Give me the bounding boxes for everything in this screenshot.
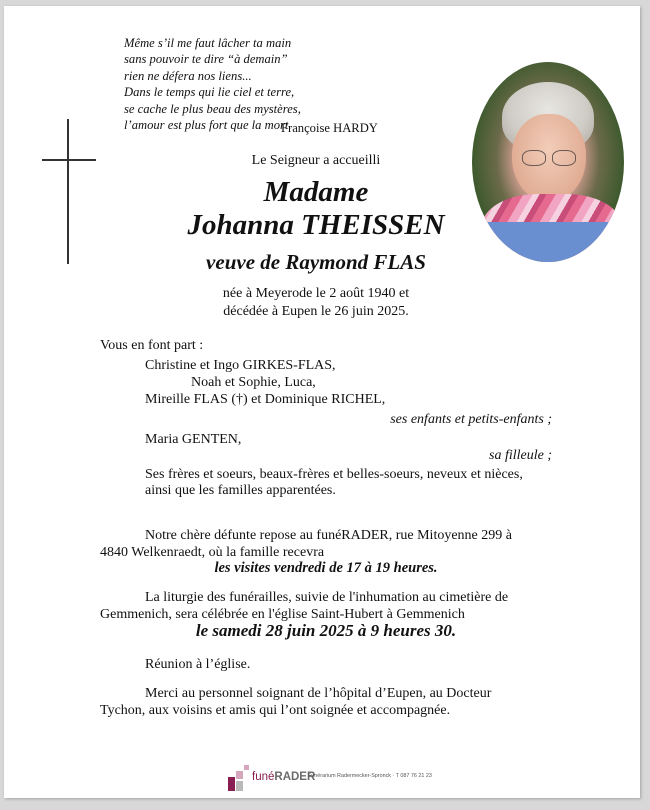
obituary-card	[4, 6, 640, 798]
cross-icon-bar	[42, 159, 96, 161]
poem-line: sans pouvoir te dire “à demain”	[124, 52, 288, 67]
poem-line: Dans le temps qui lie ciel et terre,	[124, 85, 295, 100]
logo-wordmark: funéRADER	[252, 771, 316, 783]
visits-time: les visites vendredi de 17 à 19 heures.	[214, 560, 438, 576]
family-intro: Vous en font part :	[100, 338, 204, 353]
portrait-glasses	[552, 150, 576, 166]
deceased-name: Johanna THEISSEN	[187, 209, 445, 241]
birth-death	[164, 285, 468, 320]
family-line: Christine et Ingo GIRKES-FLAS,	[145, 358, 336, 373]
family-line: Mireille FLAS (†) et Dominique RICHEL,	[145, 392, 386, 407]
funeral-home-details: Funérarium Radermecker-Spronck · T 087 76 21 23	[308, 773, 432, 779]
funeral-date: le samedi 28 juin 2025 à 9 heures 30.	[195, 621, 457, 640]
liturgy-text: Gemmenich, sera célébrée en l'église Saint-Hubert à Gemmenich	[100, 607, 465, 622]
poem-author: Françoise HARDY	[281, 121, 378, 135]
family-line: ainsi que les familles apparentées.	[145, 483, 336, 498]
cross-icon	[67, 119, 69, 264]
birth-line: née à Meyerode le 2 août 1940 et	[222, 286, 410, 301]
portrait-glasses	[522, 150, 546, 166]
godchild-name: Maria GENTEN,	[145, 432, 242, 447]
deceased-title: Madame	[263, 176, 369, 208]
poem-line: se cache le plus beau des mystères,	[124, 101, 301, 116]
poem-line: rien ne défera nos liens...	[124, 68, 252, 83]
family-line: Noah et Sophie, Luca,	[191, 375, 316, 390]
relation-label: sa filleule ;	[489, 448, 552, 463]
family-line: Ses frères et soeurs, beaux-frères et belles-soeurs, neveux et nièces,	[145, 467, 523, 482]
visits-text: 4840 Welkenraedt, où la famille recevra	[100, 545, 325, 560]
reunion-text: Réunion à l’église.	[145, 657, 251, 672]
poem	[124, 35, 301, 133]
liturgy-text: La liturgie des funérailles, suivie de l'inhumation au cimetière de	[145, 590, 509, 605]
widow-of: veuve de Raymond FLAS	[206, 250, 426, 274]
poem-line: l’amour est plus fort que la mort.	[124, 118, 292, 133]
poem-line: Même s’il me faut lâcher ta main	[124, 36, 292, 50]
logo-mark-icon	[226, 763, 250, 793]
thanks-text: Merci au personnel soignant de l’hôpital d’Eupen, au Docteur	[145, 686, 492, 701]
death-line: décédée à Eupen le 26 juin 2025.	[223, 303, 409, 319]
relation-label: ses enfants et petits-enfants ;	[390, 412, 552, 427]
intro-text: Le Seigneur a accueilli	[251, 153, 381, 168]
thanks-text: Tychon, aux voisins et amis qui l’ont soignée et accompagnée.	[100, 703, 451, 718]
visits-text: Notre chère défunte repose au funéRADER, rue Mitoyenne 299 à	[145, 528, 512, 543]
